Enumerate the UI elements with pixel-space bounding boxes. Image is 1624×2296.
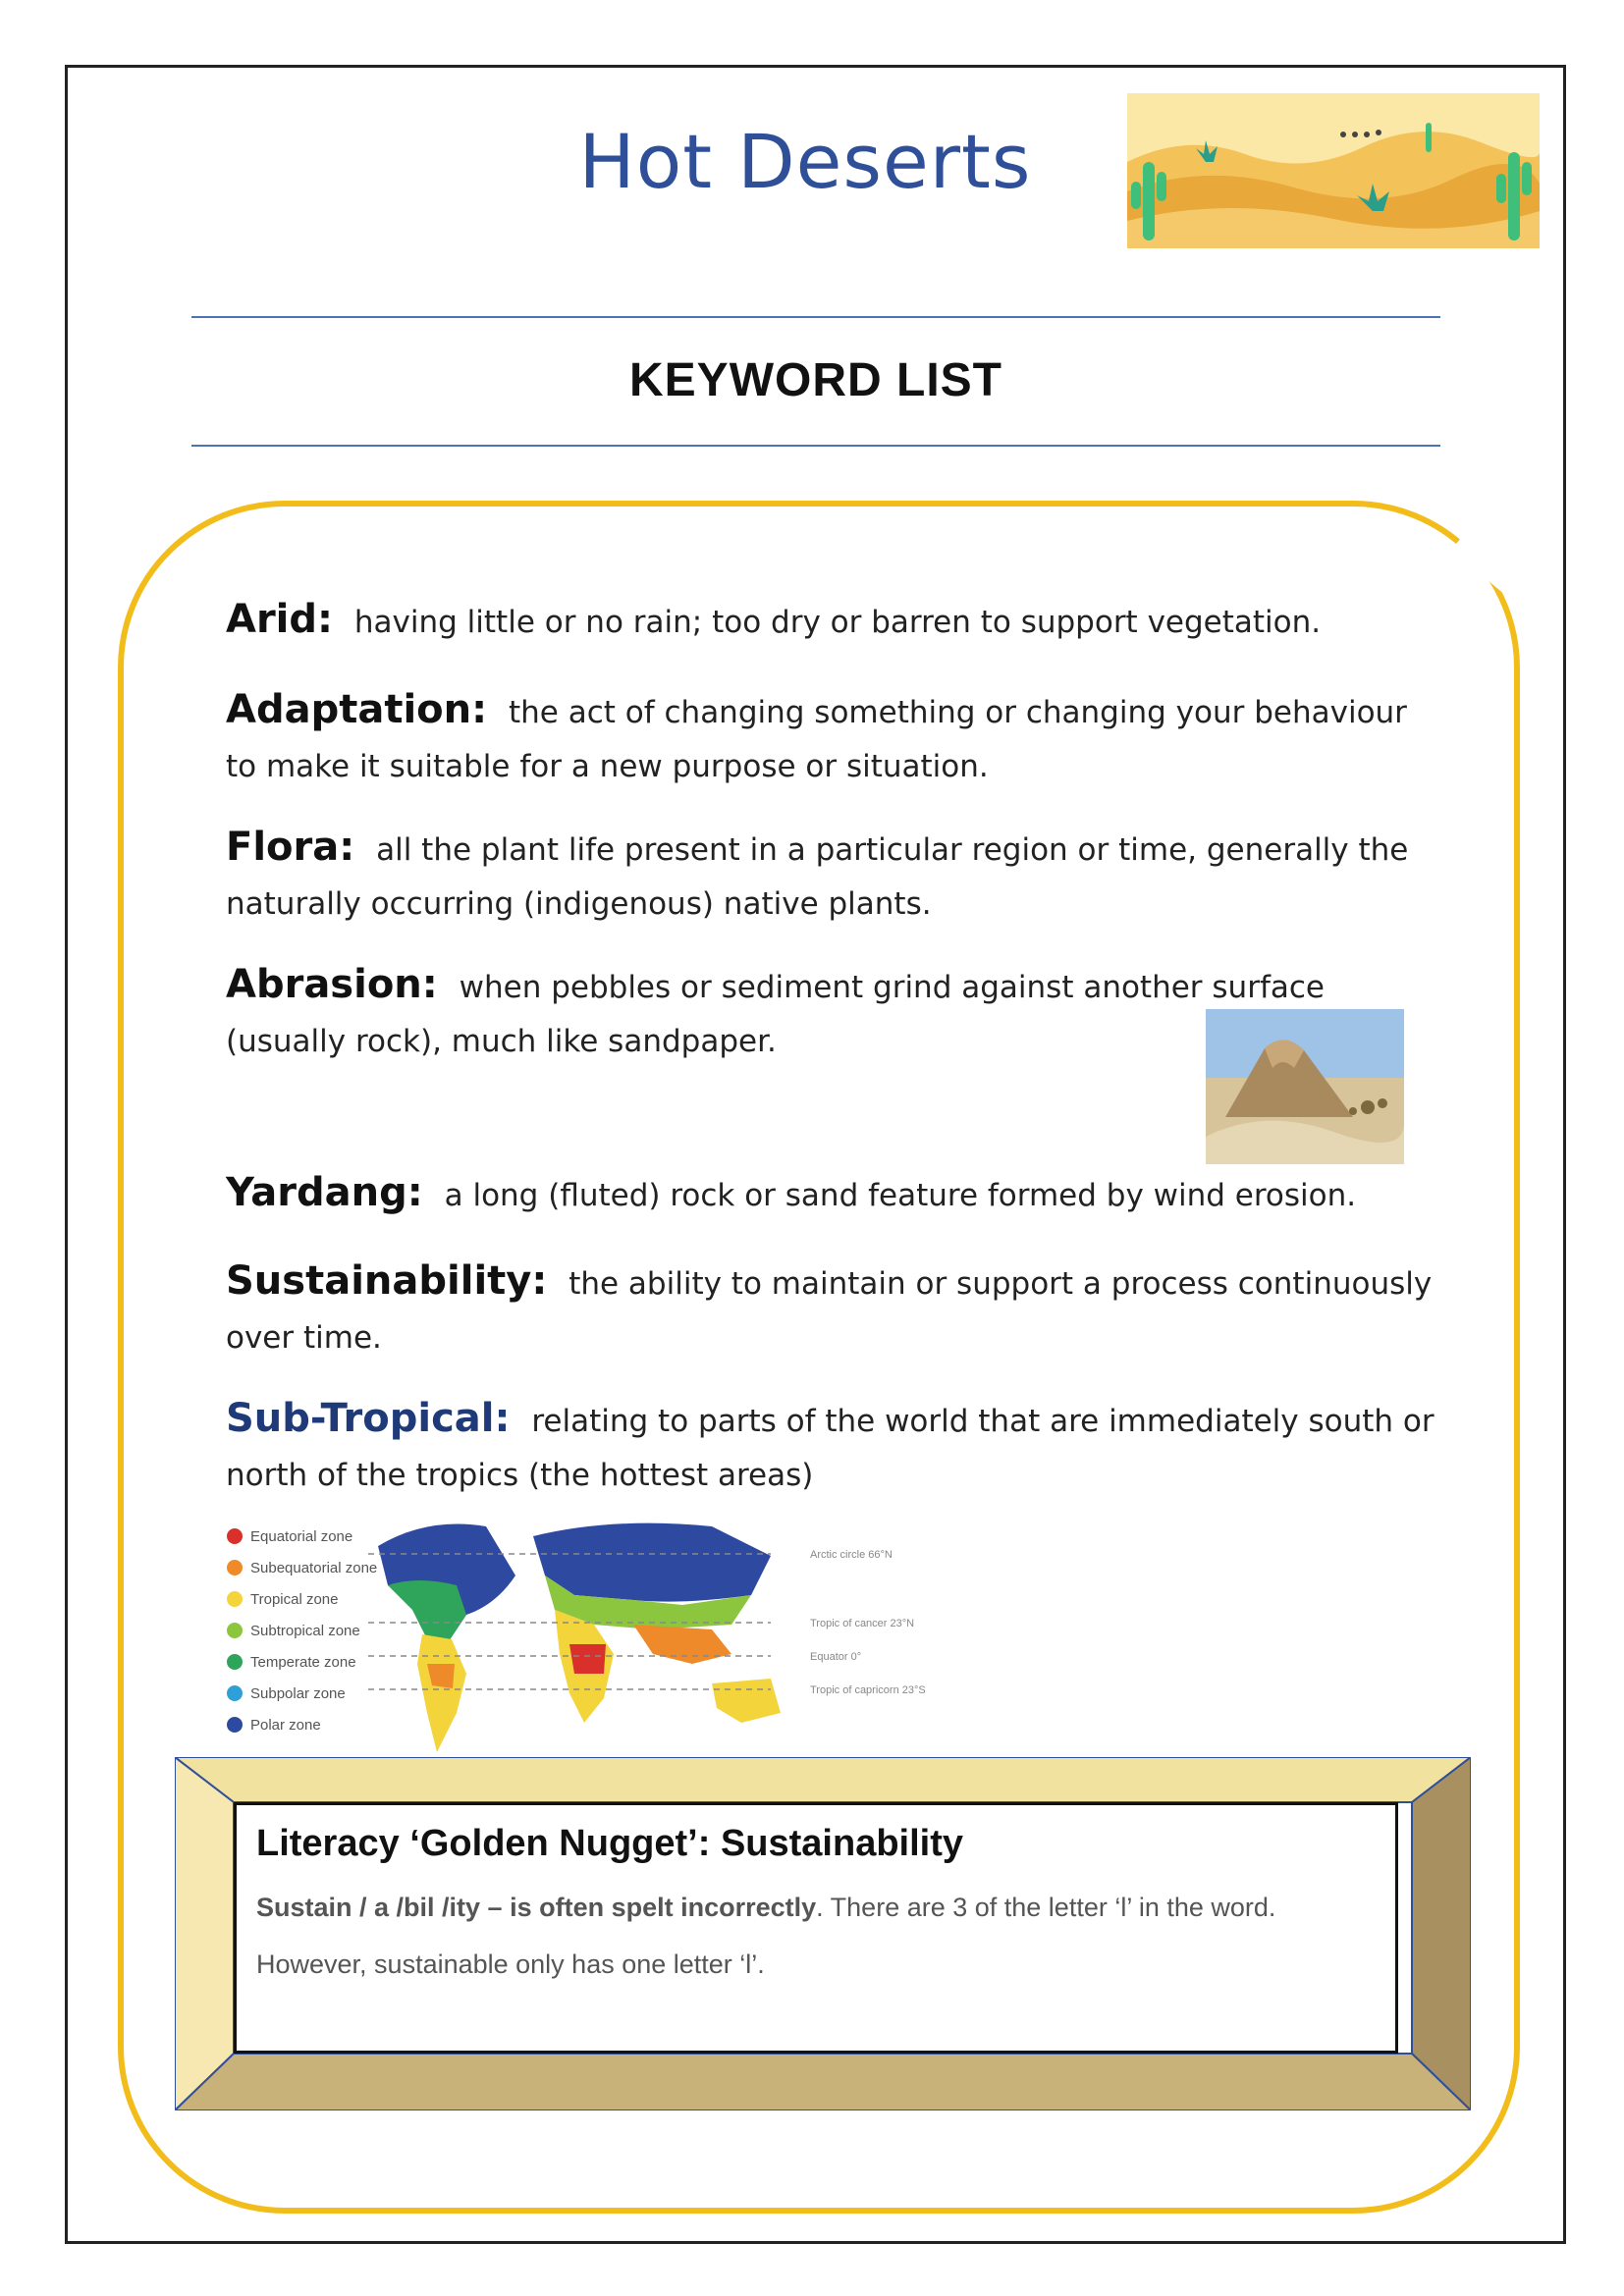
legend-dot-subtropical bbox=[227, 1623, 243, 1638]
golden-nugget-title: Literacy ‘Golden Nugget’: Sustainability bbox=[256, 1823, 963, 1864]
keyword-definition: relating to parts of the world that are immediately south or north of the tropics (the hottest areas) bbox=[226, 1404, 1435, 1493]
legend-label: Equatorial zone bbox=[250, 1528, 353, 1545]
keyword-definition: when pebbles or sediment grind against another surface (usually rock), much like sandpaper. bbox=[226, 970, 1325, 1059]
keyword-term: Sustainability: bbox=[226, 1258, 548, 1304]
legend-label: Polar zone bbox=[250, 1717, 321, 1734]
legend-label: Subequatorial zone bbox=[250, 1560, 378, 1576]
keyword-term: Arid: bbox=[226, 597, 334, 642]
keyword-entry-flora bbox=[226, 821, 1443, 932]
golden-nugget-text-2: However, sustainable only has one letter ‘l’. bbox=[256, 1949, 765, 1979]
page-title: Hot Deserts bbox=[578, 118, 1032, 205]
golden-nugget-text-1: . There are 3 of the letter ‘l’ in the word. bbox=[816, 1893, 1276, 1922]
keyword-entry-arid bbox=[226, 593, 1443, 650]
latitude-label: Equator 0° bbox=[810, 1651, 862, 1663]
legend-label: Temperate zone bbox=[250, 1654, 356, 1671]
keyword-definition: having little or no rain; too dry or barren to support vegetation. bbox=[353, 605, 1322, 640]
latitude-label: Arctic circle 66°N bbox=[810, 1549, 893, 1561]
keyword-definition: the act of changing something or changing your behaviour to make it suitable for a new purpose or situation. bbox=[226, 695, 1407, 784]
keyword-definition: all the plant life present in a particular region or time, generally the naturally occurring (indigenous) native plants. bbox=[226, 832, 1409, 922]
legend-dot-subpolar bbox=[227, 1685, 243, 1701]
keyword-term: Yardang: bbox=[226, 1170, 423, 1215]
keyword-term: Sub-Tropical: bbox=[226, 1396, 511, 1441]
keyword-definition: the ability to maintain or support a process continuously over time. bbox=[226, 1266, 1433, 1356]
section-title: KEYWORD LIST bbox=[629, 354, 1002, 406]
keyword-term: Abrasion: bbox=[226, 962, 438, 1007]
yardang-photo bbox=[1206, 1009, 1404, 1164]
legend-dot-polar bbox=[227, 1717, 243, 1733]
legend-label: Subtropical zone bbox=[250, 1623, 360, 1639]
keyword-entry-sub-tropical bbox=[226, 1392, 1443, 1503]
divider-bottom bbox=[191, 445, 1440, 447]
latitude-label: Tropic of cancer 23°N bbox=[810, 1618, 915, 1629]
legend-label: Subpolar zone bbox=[250, 1685, 346, 1702]
golden-nugget-box bbox=[234, 1802, 1398, 2054]
keyword-entry-yardang bbox=[226, 1166, 1443, 1223]
legend-dot-subequatorial bbox=[227, 1560, 243, 1575]
legend-dot-equatorial bbox=[227, 1528, 243, 1544]
keyword-definition: a long (fluted) rock or sand feature formed by wind erosion. bbox=[444, 1178, 1357, 1213]
climate-zone-map bbox=[221, 1517, 947, 1757]
keyword-entry-adaptation bbox=[226, 683, 1443, 794]
golden-nugget-text bbox=[256, 1879, 1374, 1993]
latitude-label: Tropic of capricorn 23°S bbox=[810, 1684, 926, 1696]
divider-top bbox=[191, 316, 1440, 318]
legend-dot-temperate bbox=[227, 1654, 243, 1670]
keyword-entry-sustainability bbox=[226, 1255, 1443, 1365]
golden-nugget-bold-text: Sustain / a /bil /ity – is often spelt incorrectly bbox=[256, 1893, 817, 1922]
legend-label: Tropical zone bbox=[250, 1591, 339, 1608]
keyword-term: Flora: bbox=[226, 825, 355, 870]
desert-banner-image bbox=[1127, 93, 1540, 248]
legend-dot-tropical bbox=[227, 1591, 243, 1607]
keyword-term: Adaptation: bbox=[226, 687, 488, 732]
